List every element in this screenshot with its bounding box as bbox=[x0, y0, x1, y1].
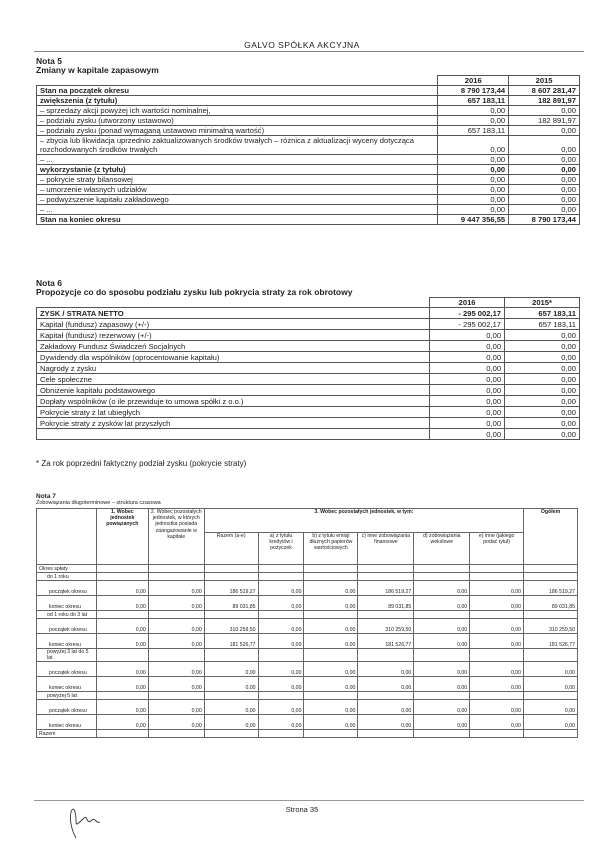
col-2015: 2015 bbox=[509, 76, 580, 86]
cell-value: 0,00 bbox=[470, 596, 524, 611]
value-2016: - 295 002,17 bbox=[430, 308, 505, 319]
h-razem: Razem (a-e) bbox=[204, 533, 258, 565]
value-2016: 0,00 bbox=[430, 341, 505, 352]
value-2015: 0,00 bbox=[505, 418, 580, 429]
cell-value: 0,00 bbox=[304, 581, 358, 596]
row-label: Pokrycie straty z lat ubiegłych bbox=[37, 407, 430, 418]
h-pozostale: 3. Wobec pozostałych jednostek, w tym: bbox=[204, 509, 523, 533]
row-label bbox=[37, 429, 430, 440]
period-label: powyżej 3 lat do 5 lat bbox=[37, 649, 97, 662]
value-2016: 0,00 bbox=[438, 185, 509, 195]
table-row bbox=[37, 195, 580, 205]
table-row bbox=[37, 106, 580, 116]
page-number: Strona 35 bbox=[285, 805, 319, 814]
value-2016: 657 183,11 bbox=[438, 126, 509, 136]
table-row bbox=[37, 730, 578, 738]
value-2015: 0,00 bbox=[505, 407, 580, 418]
cell-value: 0,00 bbox=[148, 700, 204, 715]
cell-value: 0,00 bbox=[358, 700, 414, 715]
h-b: b) z tytułu emisji dłużnych papierów wartościowych bbox=[304, 533, 358, 565]
value-2015: 0,00 bbox=[509, 185, 580, 195]
table-row bbox=[37, 581, 578, 596]
period-label: powyżej 5 lat bbox=[37, 692, 97, 700]
h-pozostale-zaang: 2. Wobec pozostałych jednostek, w których jednostka posiada zaangażowanie w kapitale bbox=[148, 509, 204, 565]
row-label: Stan na początek okresu bbox=[37, 86, 438, 96]
cell-value: 0,00 bbox=[148, 662, 204, 677]
row-label: zwiększenia (z tytułu) bbox=[37, 96, 438, 106]
value-2016: 0,00 bbox=[430, 363, 505, 374]
header-rule bbox=[34, 51, 584, 52]
value-2016: 0,00 bbox=[430, 429, 505, 440]
value-2015: 0,00 bbox=[509, 175, 580, 185]
h-d: d) zobowiązania wekslowe bbox=[414, 533, 470, 565]
cell-value: 0,00 bbox=[96, 581, 148, 596]
cell-value: 89 031,85 bbox=[204, 596, 258, 611]
value-2016: 0,00 bbox=[438, 106, 509, 116]
cell-value: 0,00 bbox=[258, 619, 304, 634]
period-label: od 1 roku do 3 lat bbox=[37, 611, 97, 619]
table-row bbox=[37, 677, 578, 692]
cell-value: 0,00 bbox=[414, 619, 470, 634]
row-label: koniec okresu bbox=[37, 715, 97, 730]
cell-value: 0,00 bbox=[358, 715, 414, 730]
table-row bbox=[37, 308, 580, 319]
value-2015: 8 790 173,44 bbox=[509, 215, 580, 225]
cell-value: 0,00 bbox=[304, 700, 358, 715]
table-row bbox=[37, 330, 580, 341]
table-row bbox=[37, 86, 580, 96]
razem-label: Razem bbox=[37, 730, 97, 738]
row-label: Zakładowy Fundusz Świadczeń Socjalnych bbox=[37, 341, 430, 352]
nota6-title: Nota 6 bbox=[36, 278, 62, 288]
table-row bbox=[37, 407, 580, 418]
cell-value: 0,00 bbox=[148, 596, 204, 611]
cell-value: 89 031,85 bbox=[524, 596, 578, 611]
cell-value: 186 519,27 bbox=[524, 581, 578, 596]
cell-value: 310 259,50 bbox=[204, 619, 258, 634]
table-row bbox=[37, 165, 580, 175]
value-2016: 8 790 173,44 bbox=[438, 86, 509, 96]
value-2016: 657 183,11 bbox=[438, 96, 509, 106]
cell-value: 0,00 bbox=[148, 619, 204, 634]
value-2015: 0,00 bbox=[505, 352, 580, 363]
cell-value: 0,00 bbox=[470, 662, 524, 677]
table-row bbox=[37, 662, 578, 677]
table-row bbox=[37, 611, 578, 619]
row-label: koniec okresu bbox=[37, 677, 97, 692]
table-row bbox=[37, 396, 580, 407]
h-a: a) z tytułu kredytów i pożyczek bbox=[258, 533, 304, 565]
cell-value: 0,00 bbox=[96, 619, 148, 634]
value-2016: - 295 002,17 bbox=[430, 319, 505, 330]
value-2015: 0,00 bbox=[509, 205, 580, 215]
nota7-table bbox=[36, 508, 578, 738]
row-label: – zbycia lub likwidacja uprzednio zaktualizowanych środków trwałych – różnica z aktualizacji wyceny dotycząca rozchodowanych środków trwałych bbox=[37, 136, 438, 155]
h-c: c) inne zobowiązania finansowe bbox=[358, 533, 414, 565]
cell-value: 0,00 bbox=[258, 581, 304, 596]
table-row bbox=[37, 215, 580, 225]
value-2016: 0,00 bbox=[438, 175, 509, 185]
table-row bbox=[37, 352, 580, 363]
nota5-subtitle: Zmiany w kapitale zapasowym bbox=[36, 65, 159, 75]
row-label: – pokrycie straty bilansowej bbox=[37, 175, 438, 185]
table-row bbox=[37, 596, 578, 611]
value-2015: 0,00 bbox=[509, 106, 580, 116]
okres-label: Okres spłaty bbox=[37, 565, 97, 573]
cell-value: 310 259,50 bbox=[524, 619, 578, 634]
cell-value: 0,00 bbox=[304, 619, 358, 634]
cell-value: 0,00 bbox=[148, 715, 204, 730]
cell-value: 0,00 bbox=[96, 715, 148, 730]
row-label: Dywidendy dla wspólników (oprocentowanie kapitału) bbox=[37, 352, 430, 363]
row-label: Nagrody z zysku bbox=[37, 363, 430, 374]
table-row bbox=[37, 341, 580, 352]
cell-value: 0,00 bbox=[358, 677, 414, 692]
value-2016: 0,00 bbox=[430, 396, 505, 407]
table-row bbox=[37, 429, 580, 440]
cell-value: 0,00 bbox=[148, 634, 204, 649]
row-label: Obniżenie kapitału podstawowego bbox=[37, 385, 430, 396]
footer-rule bbox=[34, 800, 584, 801]
cell-value: 0,00 bbox=[470, 715, 524, 730]
cell-value: 0,00 bbox=[258, 677, 304, 692]
cell-value: 0,00 bbox=[96, 677, 148, 692]
cell-value: 0,00 bbox=[524, 700, 578, 715]
cell-value: 0,00 bbox=[470, 581, 524, 596]
table-header-row bbox=[37, 509, 578, 533]
col-2015: 2015* bbox=[505, 298, 580, 308]
cell-value: 186 519,27 bbox=[204, 581, 258, 596]
cell-value: 0,00 bbox=[414, 715, 470, 730]
row-label: początek okresu bbox=[37, 662, 97, 677]
cell-value: 0,00 bbox=[358, 662, 414, 677]
value-2015: 0,00 bbox=[509, 136, 580, 155]
cell-value: 0,00 bbox=[258, 662, 304, 677]
cell-value: 0,00 bbox=[304, 596, 358, 611]
table-row bbox=[37, 565, 578, 573]
value-2016: 0,00 bbox=[430, 374, 505, 385]
cell-value: 0,00 bbox=[524, 677, 578, 692]
cell-value: 0,00 bbox=[414, 634, 470, 649]
cell-value: 181 526,77 bbox=[524, 634, 578, 649]
cell-value: 0,00 bbox=[96, 700, 148, 715]
table-row bbox=[37, 715, 578, 730]
cell-value: 0,00 bbox=[524, 715, 578, 730]
cell-value: 0,00 bbox=[304, 662, 358, 677]
value-2015: 0,00 bbox=[505, 363, 580, 374]
cell-value: 0,00 bbox=[524, 662, 578, 677]
signature-image bbox=[62, 800, 107, 840]
cell-value: 0,00 bbox=[204, 677, 258, 692]
table-row bbox=[37, 155, 580, 165]
value-2015: 0,00 bbox=[509, 195, 580, 205]
nota5-title: Nota 5 bbox=[36, 56, 62, 66]
table-row bbox=[37, 185, 580, 195]
table-row bbox=[37, 96, 580, 106]
value-2016: 0,00 bbox=[430, 407, 505, 418]
cell-value: 0,00 bbox=[414, 700, 470, 715]
cell-value: 0,00 bbox=[414, 662, 470, 677]
cell-value: 181 526,77 bbox=[358, 634, 414, 649]
nota7-subtitle: Zobowiązania długoterminowe – struktura czasowa bbox=[36, 500, 161, 506]
row-label: Pokrycie straty z zysków lat przyszłych bbox=[37, 418, 430, 429]
cell-value: 0,00 bbox=[470, 677, 524, 692]
col-2016: 2016 bbox=[430, 298, 505, 308]
cell-value: 0,00 bbox=[414, 596, 470, 611]
row-label: ZYSK / STRATA NETTO bbox=[37, 308, 430, 319]
table-row bbox=[37, 692, 578, 700]
row-label: Kapitał (fundusz) rezerwowy (+/-) bbox=[37, 330, 430, 341]
table-row bbox=[37, 573, 578, 581]
value-2015: 0,00 bbox=[505, 374, 580, 385]
value-2015: 8 607 281,47 bbox=[509, 86, 580, 96]
cell-value: 0,00 bbox=[204, 700, 258, 715]
row-label: – podwyższenie kapitału zakładowego bbox=[37, 195, 438, 205]
value-2015: 0,00 bbox=[509, 155, 580, 165]
cell-value: 0,00 bbox=[258, 715, 304, 730]
value-2016: 0,00 bbox=[430, 385, 505, 396]
row-label: – sprzedaży akcji powyżej ich wartości nominalnej, bbox=[37, 106, 438, 116]
value-2015: 0,00 bbox=[505, 429, 580, 440]
col-2016: 2016 bbox=[438, 76, 509, 86]
table-row bbox=[37, 205, 580, 215]
row-label: wykorzystanie (z tytułu) bbox=[37, 165, 438, 175]
cell-value: 0,00 bbox=[204, 715, 258, 730]
row-label: – podziału zysku (utworzony ustawowo) bbox=[37, 116, 438, 126]
row-label: – umorzenie własnych udziałów bbox=[37, 185, 438, 195]
table-row bbox=[37, 136, 580, 155]
row-label: koniec okresu bbox=[37, 596, 97, 611]
cell-value: 0,00 bbox=[204, 662, 258, 677]
table-header-row bbox=[37, 298, 580, 308]
value-2015: 0,00 bbox=[509, 165, 580, 175]
value-2015: 657 183,11 bbox=[505, 308, 580, 319]
table-header-row bbox=[37, 76, 580, 86]
cell-value: 0,00 bbox=[304, 677, 358, 692]
cell-value: 0,00 bbox=[414, 581, 470, 596]
value-2015: 657 183,11 bbox=[505, 319, 580, 330]
table-row bbox=[37, 363, 580, 374]
h-ogolem: Ogółem bbox=[524, 509, 578, 565]
cell-value: 0,00 bbox=[304, 634, 358, 649]
nota6-subtitle: Propozycje co do sposobu podziału zysku lub pokrycia straty za rok obrotowy bbox=[36, 287, 353, 297]
value-2016: 0,00 bbox=[438, 195, 509, 205]
table-row bbox=[37, 418, 580, 429]
cell-value: 0,00 bbox=[258, 700, 304, 715]
cell-value: 0,00 bbox=[258, 634, 304, 649]
row-label: Kapitał (fundusz) zapasowy (+/-) bbox=[37, 319, 430, 330]
value-2015: 0,00 bbox=[505, 396, 580, 407]
cell-value: 0,00 bbox=[414, 677, 470, 692]
table-row bbox=[37, 319, 580, 330]
period-label: do 1 roku bbox=[37, 573, 97, 581]
value-2015: 0,00 bbox=[509, 126, 580, 136]
cell-value: 181 526,77 bbox=[204, 634, 258, 649]
value-2015: 0,00 bbox=[505, 330, 580, 341]
cell-value: 0,00 bbox=[96, 634, 148, 649]
table-row bbox=[37, 619, 578, 634]
nota6-table bbox=[36, 297, 580, 440]
row-label: początek okresu bbox=[37, 581, 97, 596]
cell-value: 89 031,85 bbox=[358, 596, 414, 611]
row-label: początek okresu bbox=[37, 619, 97, 634]
cell-value: 0,00 bbox=[470, 619, 524, 634]
nota5-table bbox=[36, 75, 580, 225]
value-2016: 0,00 bbox=[438, 136, 509, 155]
value-2016: 0,00 bbox=[438, 205, 509, 215]
h-e: e) inne (jakiego podać tytuł) bbox=[470, 533, 524, 565]
value-2015: 0,00 bbox=[505, 341, 580, 352]
table-row bbox=[37, 649, 578, 662]
nota7-title: Nota 7 bbox=[36, 493, 56, 500]
row-label: Dopłaty wspólników (o ile przewiduje to umowa spółki z o.o.) bbox=[37, 396, 430, 407]
cell-value: 310 259,50 bbox=[358, 619, 414, 634]
table-row bbox=[37, 175, 580, 185]
row-label: – ... bbox=[37, 205, 438, 215]
cell-value: 0,00 bbox=[258, 596, 304, 611]
table-row bbox=[37, 385, 580, 396]
value-2016: 0,00 bbox=[438, 165, 509, 175]
value-2016: 0,00 bbox=[430, 352, 505, 363]
value-2016: 0,00 bbox=[438, 155, 509, 165]
row-label: – podziału zysku (ponad wymaganą ustawowo minimalną wartość) bbox=[37, 126, 438, 136]
cell-value: 0,00 bbox=[96, 662, 148, 677]
company-name: GALVO SPÓŁKA AKCYJNA bbox=[244, 40, 360, 50]
value-2016: 0,00 bbox=[430, 330, 505, 341]
value-2015: 182 891,97 bbox=[509, 116, 580, 126]
row-label: koniec okresu bbox=[37, 634, 97, 649]
value-2016: 0,00 bbox=[430, 418, 505, 429]
cell-value: 186 519,27 bbox=[358, 581, 414, 596]
table-row bbox=[37, 700, 578, 715]
cell-value: 0,00 bbox=[304, 715, 358, 730]
value-2015: 182 891,97 bbox=[509, 96, 580, 106]
table-row bbox=[37, 634, 578, 649]
cell-value: 0,00 bbox=[470, 700, 524, 715]
row-label: początek okresu bbox=[37, 700, 97, 715]
value-2015: 0,00 bbox=[505, 385, 580, 396]
table-row bbox=[37, 126, 580, 136]
cell-value: 0,00 bbox=[148, 581, 204, 596]
table-row bbox=[37, 116, 580, 126]
h-powiazane: 1. Wobec jednostek powiązanych bbox=[96, 509, 148, 565]
row-label: Cele społeczne bbox=[37, 374, 430, 385]
row-label: – ... bbox=[37, 155, 438, 165]
cell-value: 0,00 bbox=[470, 634, 524, 649]
cell-value: 0,00 bbox=[96, 596, 148, 611]
row-label: Stan na koniec okresu bbox=[37, 215, 438, 225]
value-2016: 0,00 bbox=[438, 116, 509, 126]
value-2016: 9 447 356,55 bbox=[438, 215, 509, 225]
nota6-footnote: * Za rok poprzedni faktyczny podział zysku (pokrycie straty) bbox=[36, 459, 247, 468]
table-row bbox=[37, 374, 580, 385]
cell-value: 0,00 bbox=[148, 677, 204, 692]
